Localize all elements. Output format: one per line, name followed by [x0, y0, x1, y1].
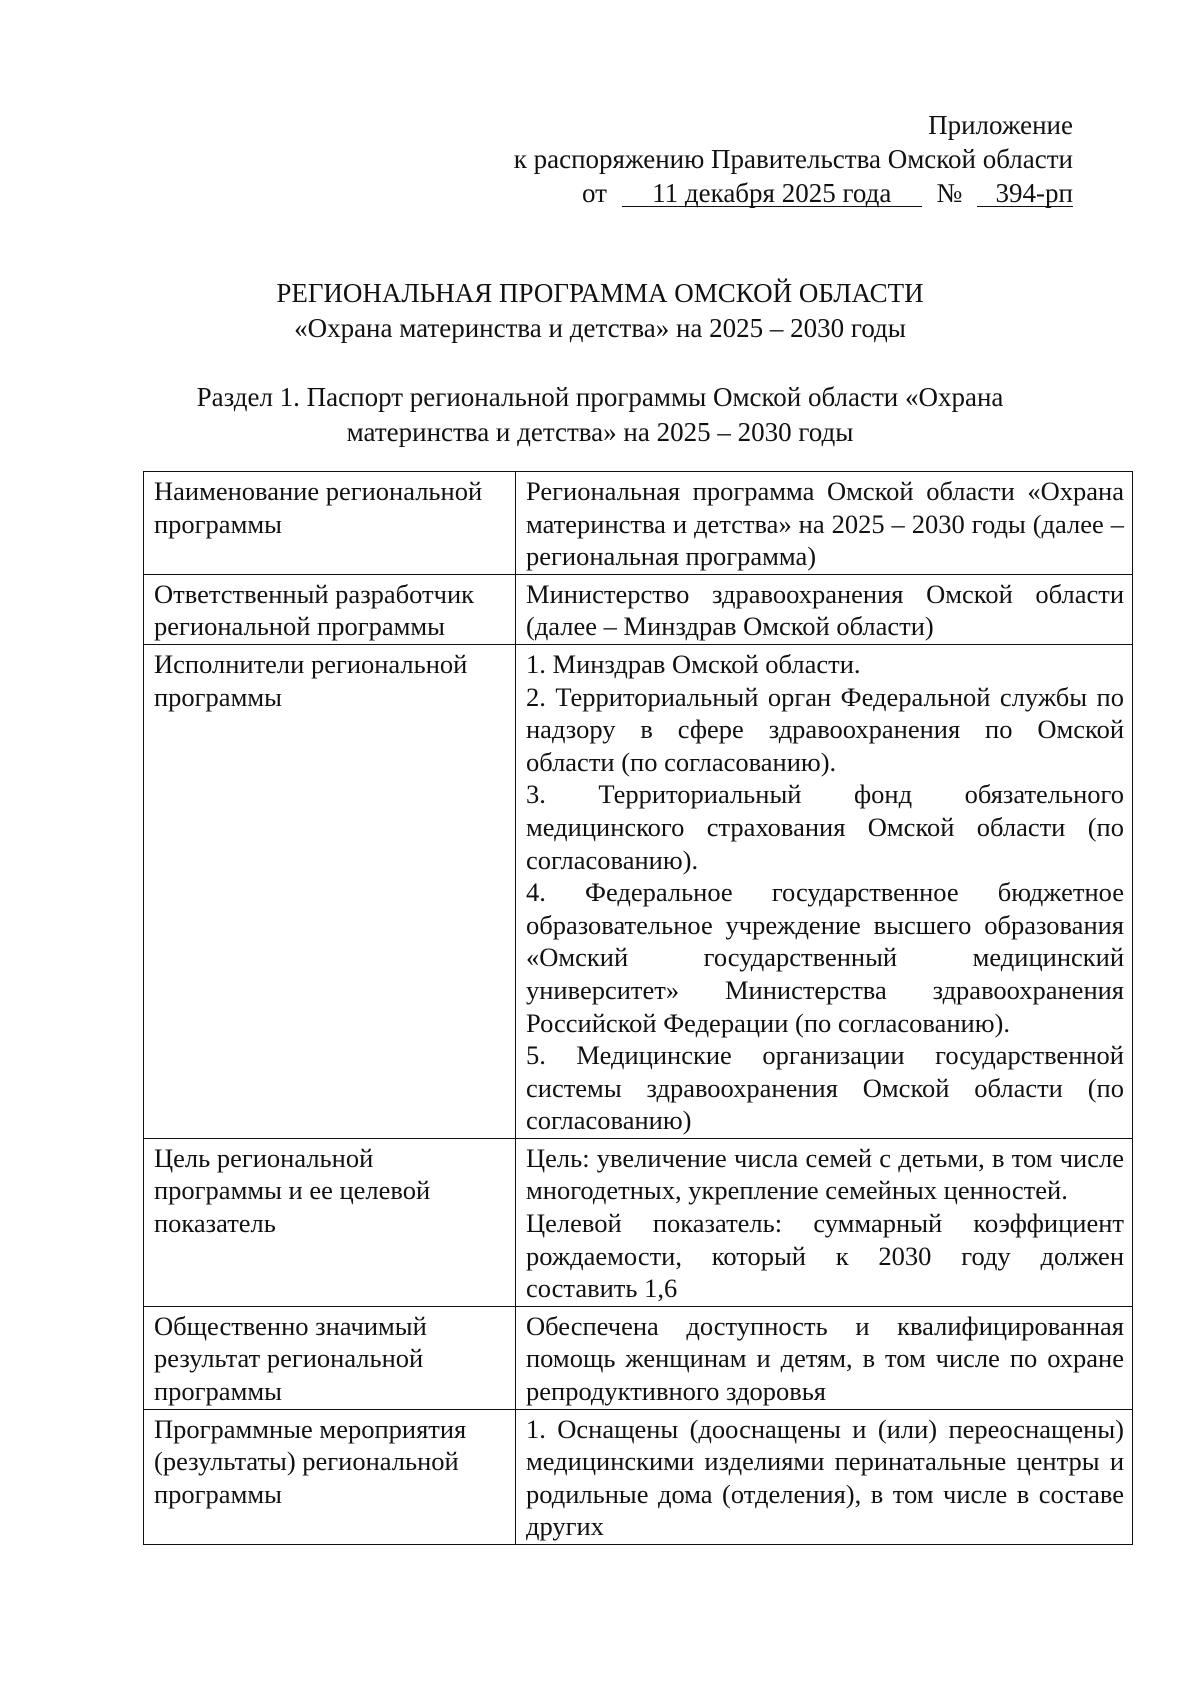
appendix-order: к распоряжению Правительства Омской области	[513, 144, 1073, 174]
value-paragraph: Целевой показатель: суммарный коэффициент рождаемости, который к 2030 году должен составить 1,6	[526, 1208, 1124, 1304]
section-heading	[0, 380, 1200, 450]
value-paragraph: 4. Федеральное государственное бюджетное образовательное учреждение высшего образования «Омский государственный медицинский университет» Министерства здравоохранения Российской Федерации (по согласованию).	[526, 877, 1124, 1038]
table-row	[144, 1138, 1133, 1306]
program-subtitle: «Охрана материнства и детства» на 2025 – 2030 годы	[294, 313, 906, 343]
row-value	[516, 644, 1133, 1138]
program-heading	[0, 276, 1200, 346]
passport-table	[143, 471, 1133, 1545]
table-row	[144, 472, 1133, 575]
value-paragraph: 3. Территориальный фонд обязательного медицинского страхования Омской области (по согласованию).	[526, 779, 1124, 875]
row-value	[516, 472, 1133, 575]
table-row	[144, 1409, 1133, 1544]
row-value	[516, 1306, 1133, 1409]
row-label: Исполнители региональной программы	[144, 644, 516, 1138]
from-label: от	[582, 178, 607, 208]
appendix-date-line	[514, 176, 1073, 210]
row-label: Программные мероприятия (результаты) региональной программы	[144, 1409, 516, 1544]
row-label: Ответственный разработчик региональной программы	[144, 574, 516, 644]
value-paragraph: Обеспечена доступность и квалифицированная помощь женщинам и детям, в том числе по охране репродуктивного здоровья	[526, 1310, 1124, 1407]
row-value	[516, 1138, 1133, 1306]
table-row	[144, 574, 1133, 644]
order-number: 394-рп	[977, 180, 1073, 207]
row-label: Общественно значимый результат региональной программы	[144, 1306, 516, 1409]
value-paragraph: 1. Оснащены (дооснащены и (или) переоснащены) медицинскими изделиями перинатальные центры и родильные дома (отделения), в том числе в составе других	[526, 1413, 1124, 1542]
order-date: 11 декабря 2025 года	[622, 180, 922, 207]
value-paragraph: Цель: увеличение числа семей с детьми, в том числе многодетных, укрепление семейных ценностей.	[526, 1142, 1124, 1206]
number-label: №	[936, 178, 963, 208]
row-label: Наименование региональной программы	[144, 472, 516, 575]
appendix-block	[514, 108, 1073, 210]
row-label: Цель региональной программы и ее целевой показатель	[144, 1138, 516, 1306]
row-value	[516, 574, 1133, 644]
appendix-title: Приложение	[928, 110, 1073, 140]
value-paragraph: Региональная программа Омской области «Охрана материнства и детства» на 2025 – 2030 годы (далее – региональная программа)	[526, 476, 1124, 572]
value-paragraph: 5. Медицинские организации государственной системы здравоохранения Омской области (по согласованию)	[526, 1040, 1124, 1136]
section-title-line1: Раздел 1. Паспорт региональной программы Омской области «Охрана	[196, 382, 1004, 412]
value-paragraph: 1. Минздрав Омской области.	[526, 648, 861, 679]
value-paragraph: 2. Территориальный орган Федеральной службы по надзору в сфере здравоохранения по Омской области (по согласованию).	[526, 681, 1124, 777]
row-value	[516, 1409, 1133, 1544]
program-title: РЕГИОНАЛЬНАЯ ПРОГРАММА ОМСКОЙ ОБЛАСТИ	[276, 278, 924, 308]
section-title-line2: материнства и детства» на 2025 – 2030 годы	[346, 417, 854, 447]
table-row	[144, 1306, 1133, 1409]
value-paragraph: Министерство здравоохранения Омской области (далее – Минздрав Омской области)	[526, 578, 1124, 642]
table-row	[144, 644, 1133, 1138]
